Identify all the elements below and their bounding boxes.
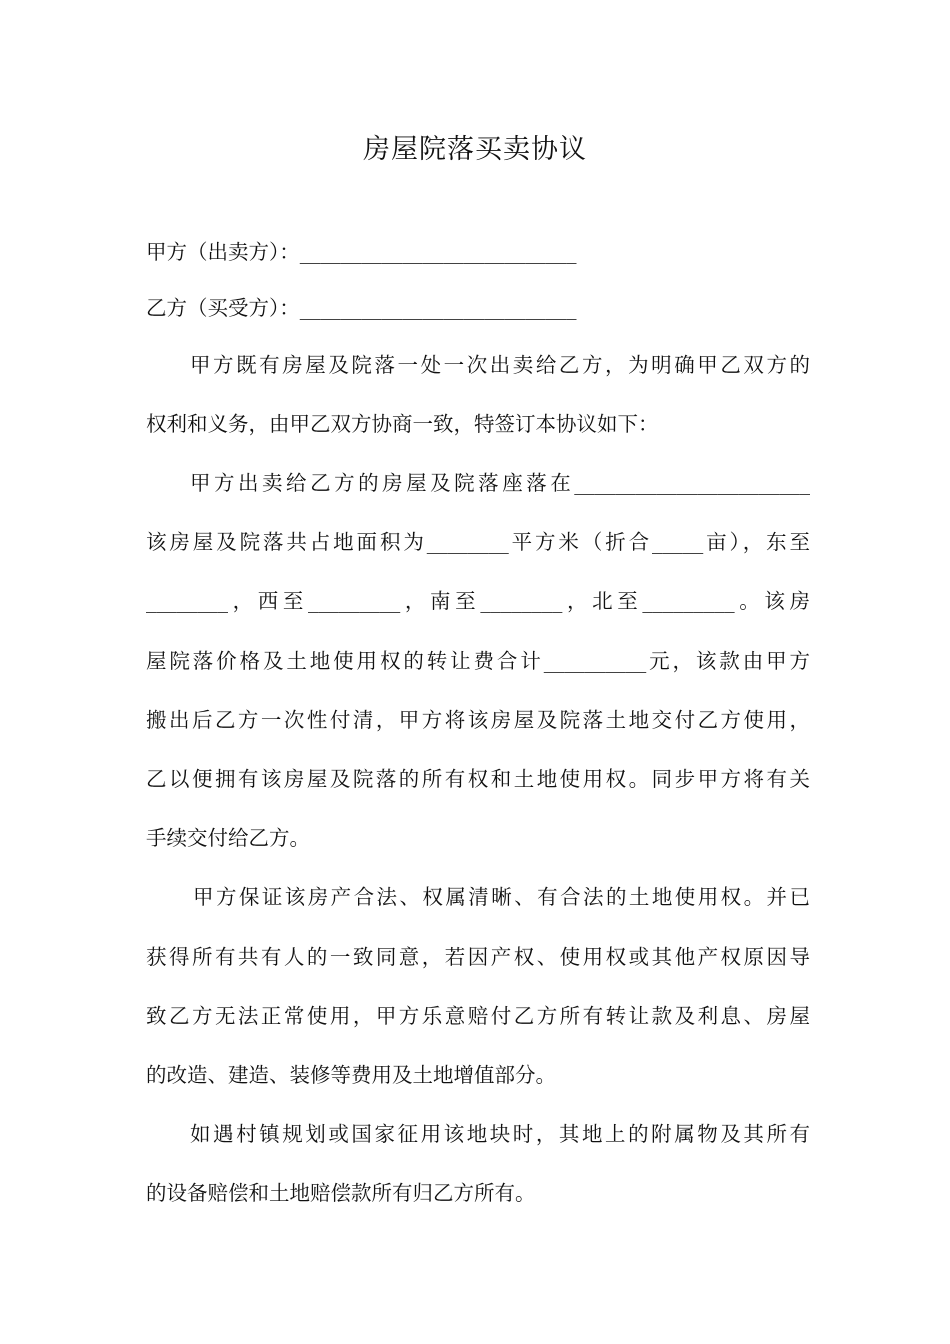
paragraph-line: 甲方既有房屋及院落一处一次出卖给乙方，为明确甲乙双方的: [190, 353, 810, 377]
paragraph-line: 甲方保证该房产合法、权属清晰、有合法的土地使用权。并已: [193, 885, 810, 909]
paragraph-line: 的设备赔偿和土地赔偿款所有归乙方所有。: [146, 1181, 536, 1205]
paragraph-line: 甲方出卖给乙方的房屋及院落座落在_______________________: [190, 471, 810, 495]
paragraph-line: 手续交付给乙方。: [146, 826, 310, 850]
paragraph-line: 屋院落价格及土地使用权的转让费合计__________元，该款由甲方: [146, 649, 810, 673]
party-a-line: 甲方（出卖方）：___________________________: [146, 240, 577, 264]
paragraph-line: 权利和义务，由甲乙双方协商一致，特签订本协议如下：: [146, 412, 659, 436]
paragraph-line: ________，西至_________，南至________，北至_________。该房: [146, 589, 810, 613]
document-title: 房屋院落买卖协议: [363, 134, 587, 165]
paragraph-line: 获得所有共有人的一致同意，若因产权、使用权或其他产权原因导: [146, 945, 810, 969]
paragraph-line: 搬出后乙方一次性付清，甲方将该房屋及院落土地交付乙方使用，: [146, 708, 810, 732]
paragraph-line: 如遇村镇规划或国家征用该地块时，其地上的附属物及其所有: [190, 1122, 810, 1146]
paragraph-line: 该房屋及院落共占地面积为________平方米（折合_____亩），东至: [146, 530, 810, 554]
paragraph-line: 的改造、建造、装修等费用及土地增值部分。: [146, 1063, 556, 1087]
paragraph-line: 致乙方无法正常使用，甲方乐意赔付乙方所有转让款及利息、房屋: [146, 1004, 810, 1028]
paragraph-line: 乙以便拥有该房屋及院落的所有权和土地使用权。同步甲方将有关: [146, 767, 810, 791]
party-b-line: 乙方（买受方）：___________________________: [146, 296, 577, 320]
